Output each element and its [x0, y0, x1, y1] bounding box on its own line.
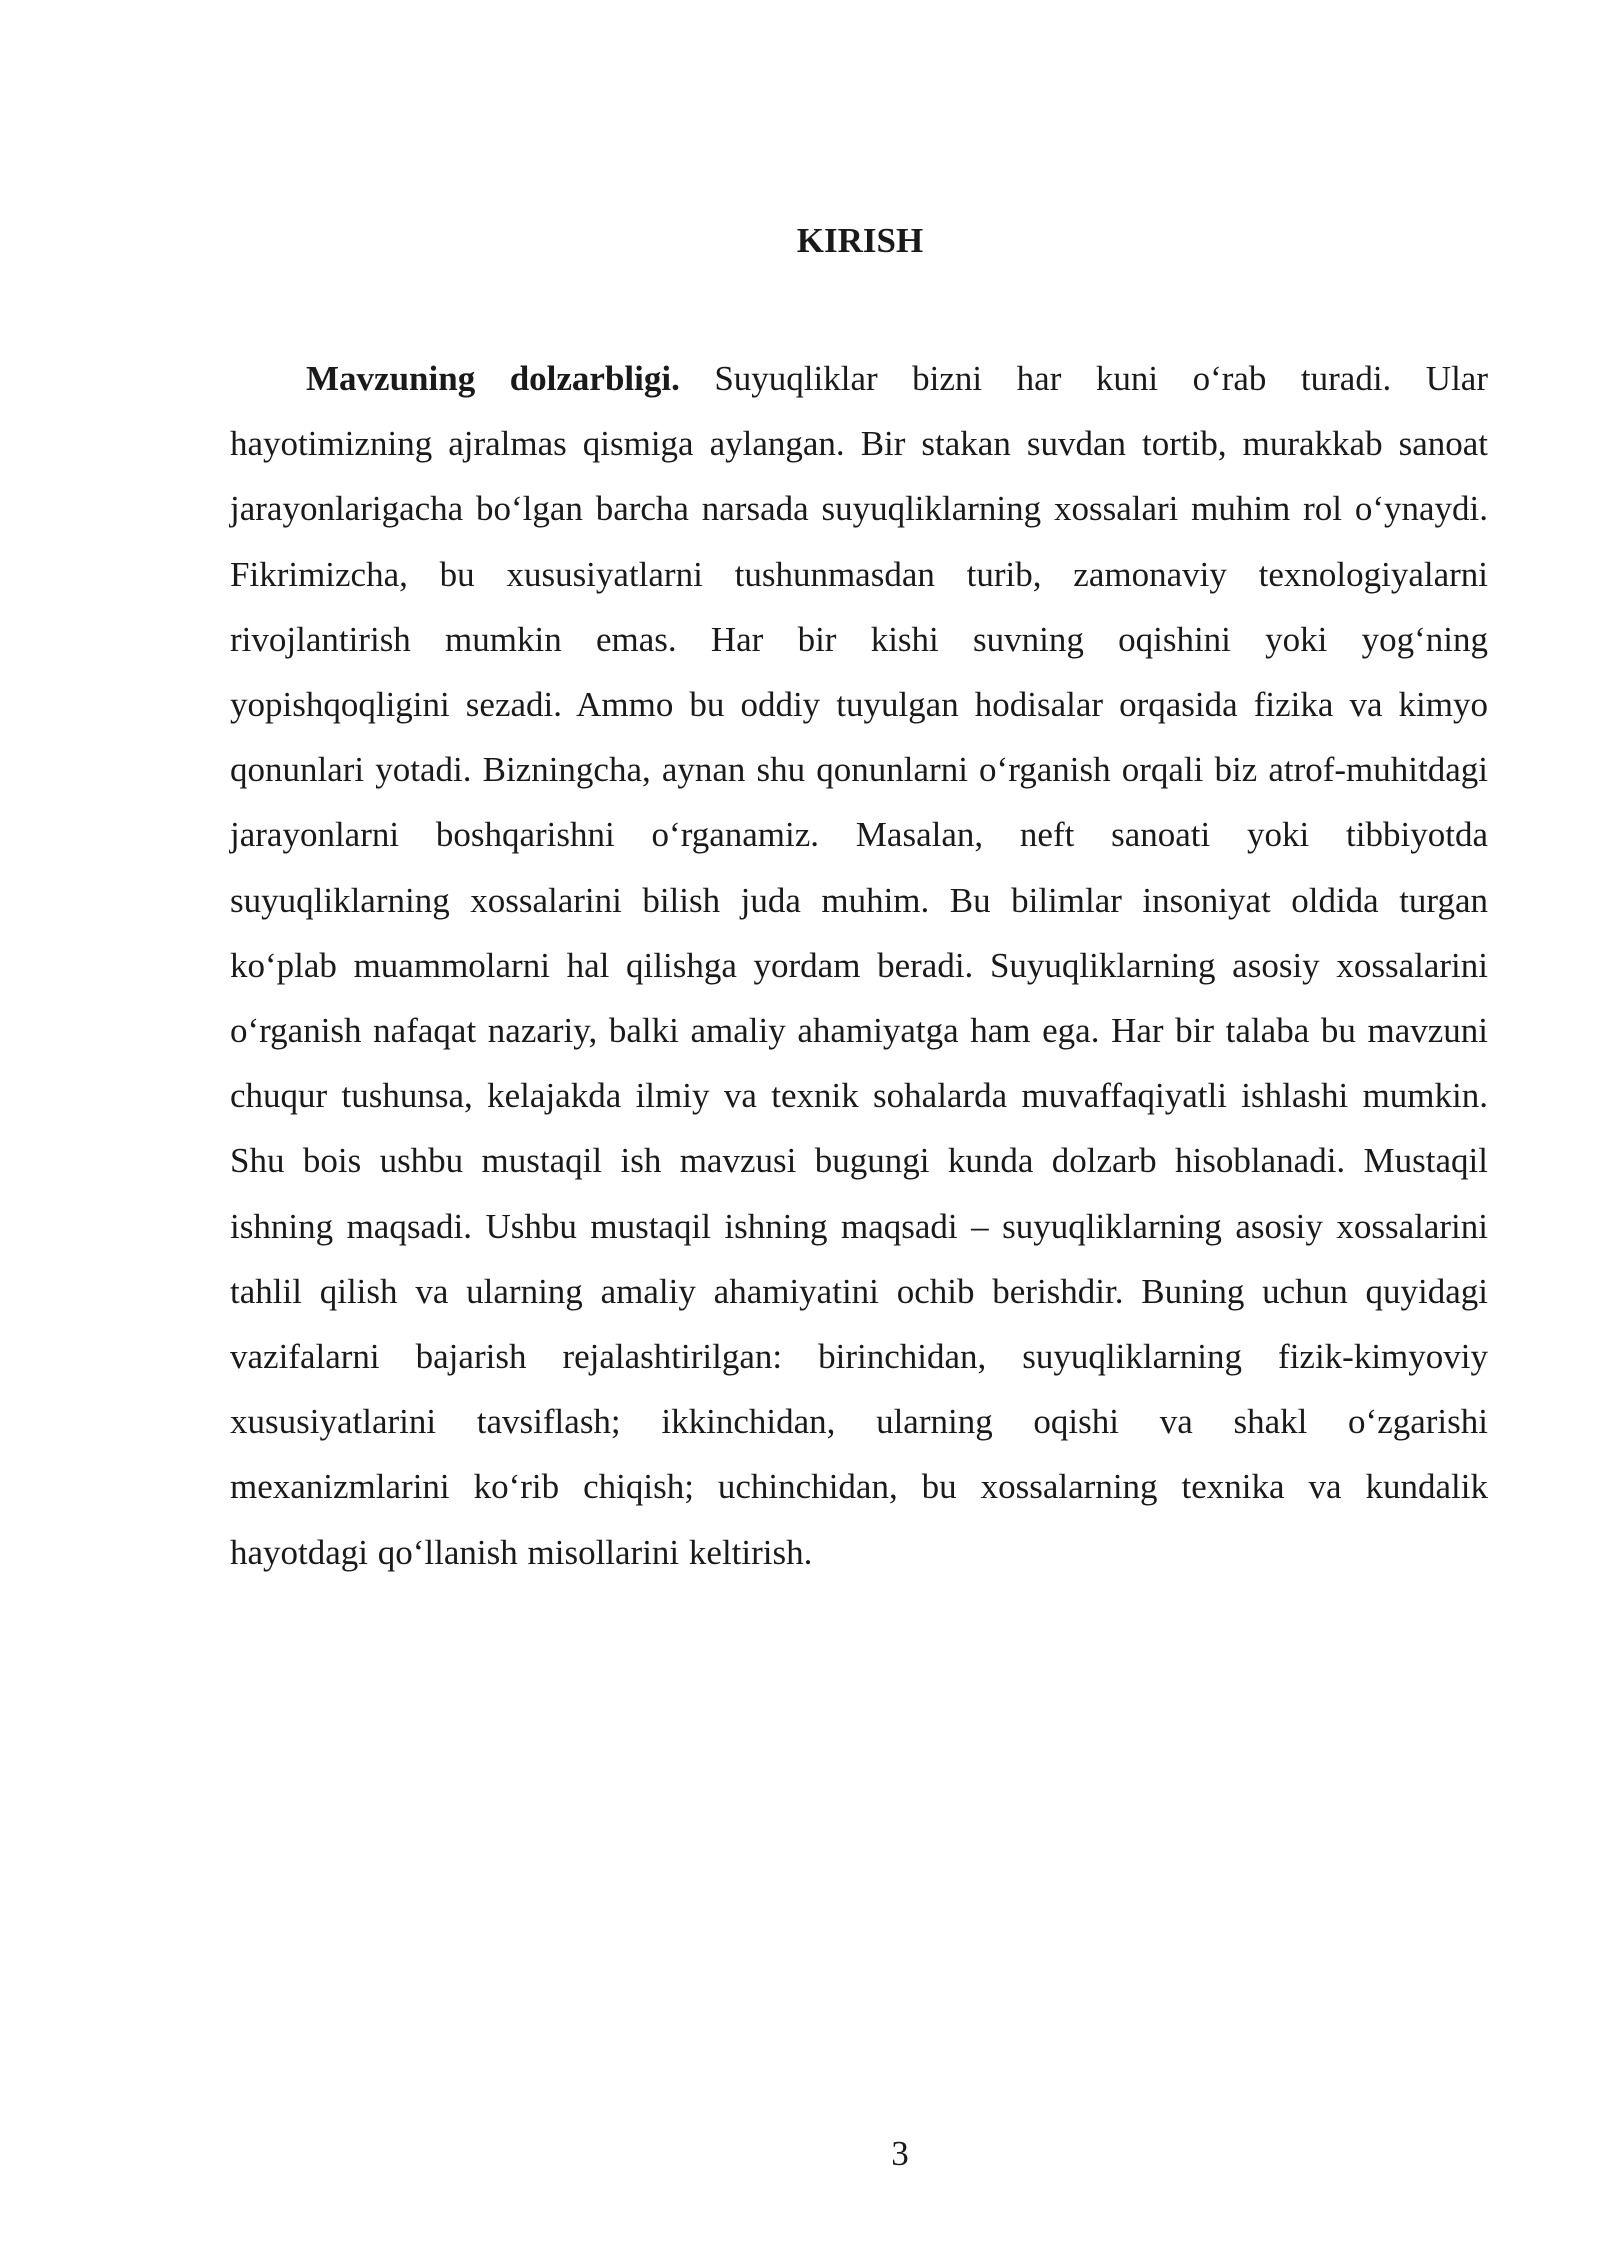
page-number: 3 [891, 2134, 909, 2173]
paragraph-lead: Mavzuning dolzarbligi. [306, 359, 680, 398]
paragraph-text: Suyuqliklar bizni har kuni o‘rab turadi. Ular hayotimizning ajralmas qismiga aylangan. Bir stakan suvdan tortib, murakkab sanoat jarayonlarigacha bo‘lgan barcha narsada suyuqliklarning xossalari muhim rol o‘ynaydi. Fikrimizcha, bu xususiyatlarni tushunmasdan turib, zamonaviy texnologiyalarni rivojlantirish mumkin emas. Har bir kishi suvning oqishini yoki yog‘ning yopishqoqligini sezadi. Ammo bu oddiy tuyulgan hodisalar orqasida fizika va kimyo qonunlari yotadi. Bizningcha, aynan shu qonunlarni o‘rganish orqali biz atrof-muhitdagi jarayonlarni boshqarishni o‘rganamiz. Masalan, neft sanoati yoki tibbiyotda suyuqliklarning xossalarini bilish juda muhim. Bu bilimlar insoniyat oldida turgan ko‘plab muammolarni hal qilishga yordam beradi. Suyuqliklarning asosiy xossalarini o‘rganish nafaqat nazariy, balki amaliy ahamiyatga ham ega. Har bir talaba bu mavzuni chuqur tushunsa, kelajakda ilmiy va texnik sohalarda muvaffaqiyatli ishlashi mumkin. Shu bois ushbu mustaqil ish mavzusi bugungi kunda dolzarb hisoblanadi. Mustaqil ishning maqsadi. Ushbu mustaqil ishning maqsadi – suyuqliklarning asosiy xossalarini tahlil qilish va ularning amaliy ahamiyatini ochib berishdir. Buning uchun quyidagi vazifalarni bajarish rejalashtirilgan: birinchidan, suyuqliklarning fizik-kimyoviy xususiyatlarini tavsiflash; ikkinchidan, ularning oqishi va shakl o‘zgarishi mexanizmlarini ko‘rib chiqish; uchinchidan, bu xossalarning texnika va kundalik hayotdagi qo‘llanish misollarini keltirish. [230, 359, 1488, 1572]
page-title: KIRISH [796, 221, 924, 260]
body-paragraph [230, 346, 1488, 1585]
